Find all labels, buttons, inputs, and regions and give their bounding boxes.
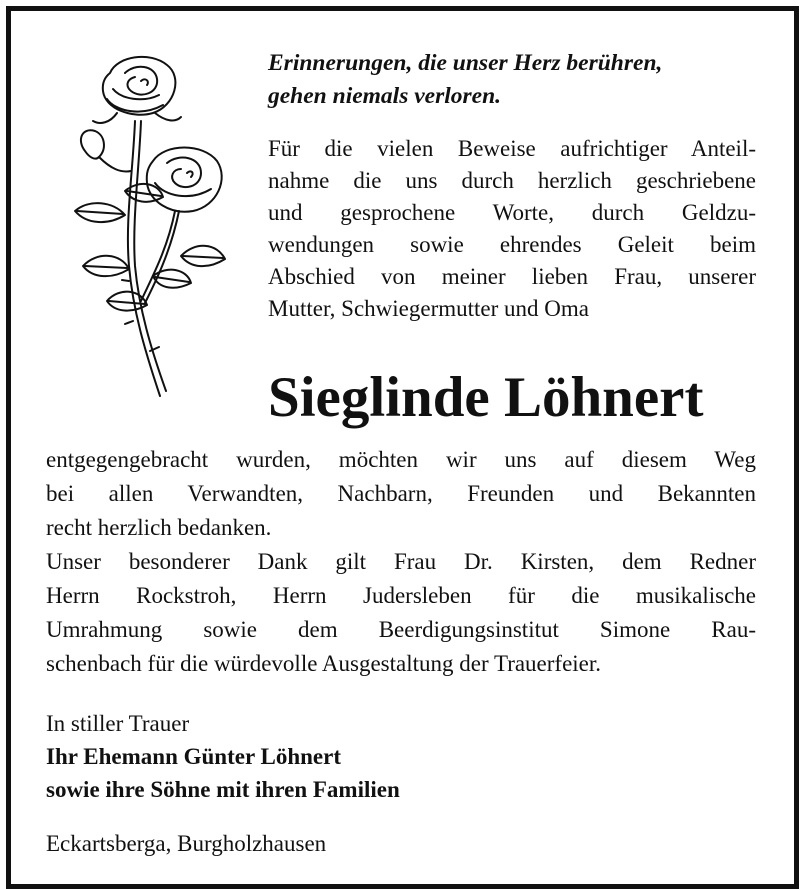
verse-line: Erinnerungen, die unser Herz berühren, [268, 50, 663, 76]
paragraph-line: Herrn Rockstroh, Herrn Judersleben für die musikalische [46, 583, 756, 608]
signature-intro: In stiller Trauer [46, 711, 190, 736]
signature-line: Ihr Ehemann Günter Löhnert [46, 744, 342, 769]
deceased-name: Sieglinde Löhnert [268, 366, 704, 429]
place-names: Eckartsberga, Burgholzhausen [46, 831, 327, 856]
paragraph-line: entgegengebracht wurden, möchten wir uns auf diesem Weg [46, 447, 756, 472]
paragraph-line: Mutter, Schwiegermutter und Oma [268, 296, 590, 321]
paragraph-line: Unser besonderer Dank gilt Frau Dr. Kirsten, dem Redner [46, 549, 756, 574]
signature-line: sowie ihre Söhne mit ihren Familien [46, 777, 400, 802]
thanks-intro-paragraph [268, 133, 756, 325]
paragraph-line: Abschied von meiner lieben Frau, unserer [268, 264, 756, 289]
paragraph-line: wendungen sowie ehrendes Geleit beim [268, 232, 756, 257]
paragraph-line: recht herzlich bedanken. [46, 515, 272, 540]
memorial-verse [268, 47, 768, 113]
paragraph-line: Umrahmung sowie dem Beerdigungsinstitut Simone Rau- [46, 617, 756, 642]
verse-line: gehen niemals verloren. [268, 83, 502, 109]
paragraph-line: und gesprochene Worte, durch Geldzu- [268, 200, 756, 225]
signature-block [46, 707, 400, 806]
obituary-card [6, 6, 799, 889]
rose-illustration-icon [55, 51, 240, 426]
paragraph-line: schenbach für die würdevolle Ausgestaltung der Trauerfeier. [46, 651, 602, 676]
paragraph-line: bei allen Verwandten, Nachbarn, Freunden und Bekannten [46, 481, 756, 506]
paragraph-line: nahme die uns durch herzlich geschriebene [268, 168, 756, 193]
thanks-body-paragraph [46, 443, 756, 681]
paragraph-line: Für die vielen Beweise aufrichtiger Anteil- [268, 136, 756, 161]
